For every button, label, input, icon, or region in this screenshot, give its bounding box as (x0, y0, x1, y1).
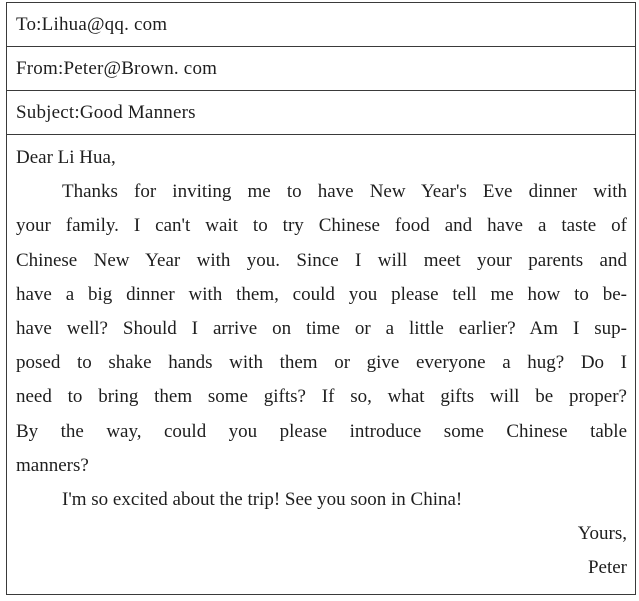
paragraph-line: have well? Should I arrive on time or a little earlier? Am I sup- (16, 318, 627, 340)
paragraph-line: have a big dinner with them, could you please tell me how to be- (16, 283, 627, 305)
paragraph-line: By the way, could you please introduce some Chinese table (16, 420, 627, 442)
subject-field: Subject:Good Manners (7, 91, 635, 135)
paragraph-line: need to bring them some gifts? If so, what gifts will be proper? (16, 386, 627, 408)
paragraph-line: posed to shake hands with them or give everyone a hug? Do I (16, 352, 627, 374)
paragraph-2: I'm so excited about the trip! See you soon in China! (62, 489, 463, 511)
greeting: Dear Li Hua, (16, 147, 116, 168)
email-form (6, 2, 636, 595)
signature: Peter (587, 557, 627, 579)
paragraph-line: manners? (16, 454, 89, 476)
paragraph-line: Chinese New Year with you. Since I will meet your parents and (16, 249, 627, 271)
to-field: To:Lihua@qq. com (7, 3, 635, 47)
paragraph-line: Thanks for inviting me to have New Year's Eve dinner with (62, 181, 627, 203)
from-field: From:Peter@Brown. com (7, 47, 635, 91)
email-body (7, 135, 635, 586)
paragraph-1 (16, 175, 627, 483)
closing: Yours, (577, 523, 627, 545)
paragraph-line: your family. I can't wait to try Chinese food and have a taste of (16, 215, 627, 237)
